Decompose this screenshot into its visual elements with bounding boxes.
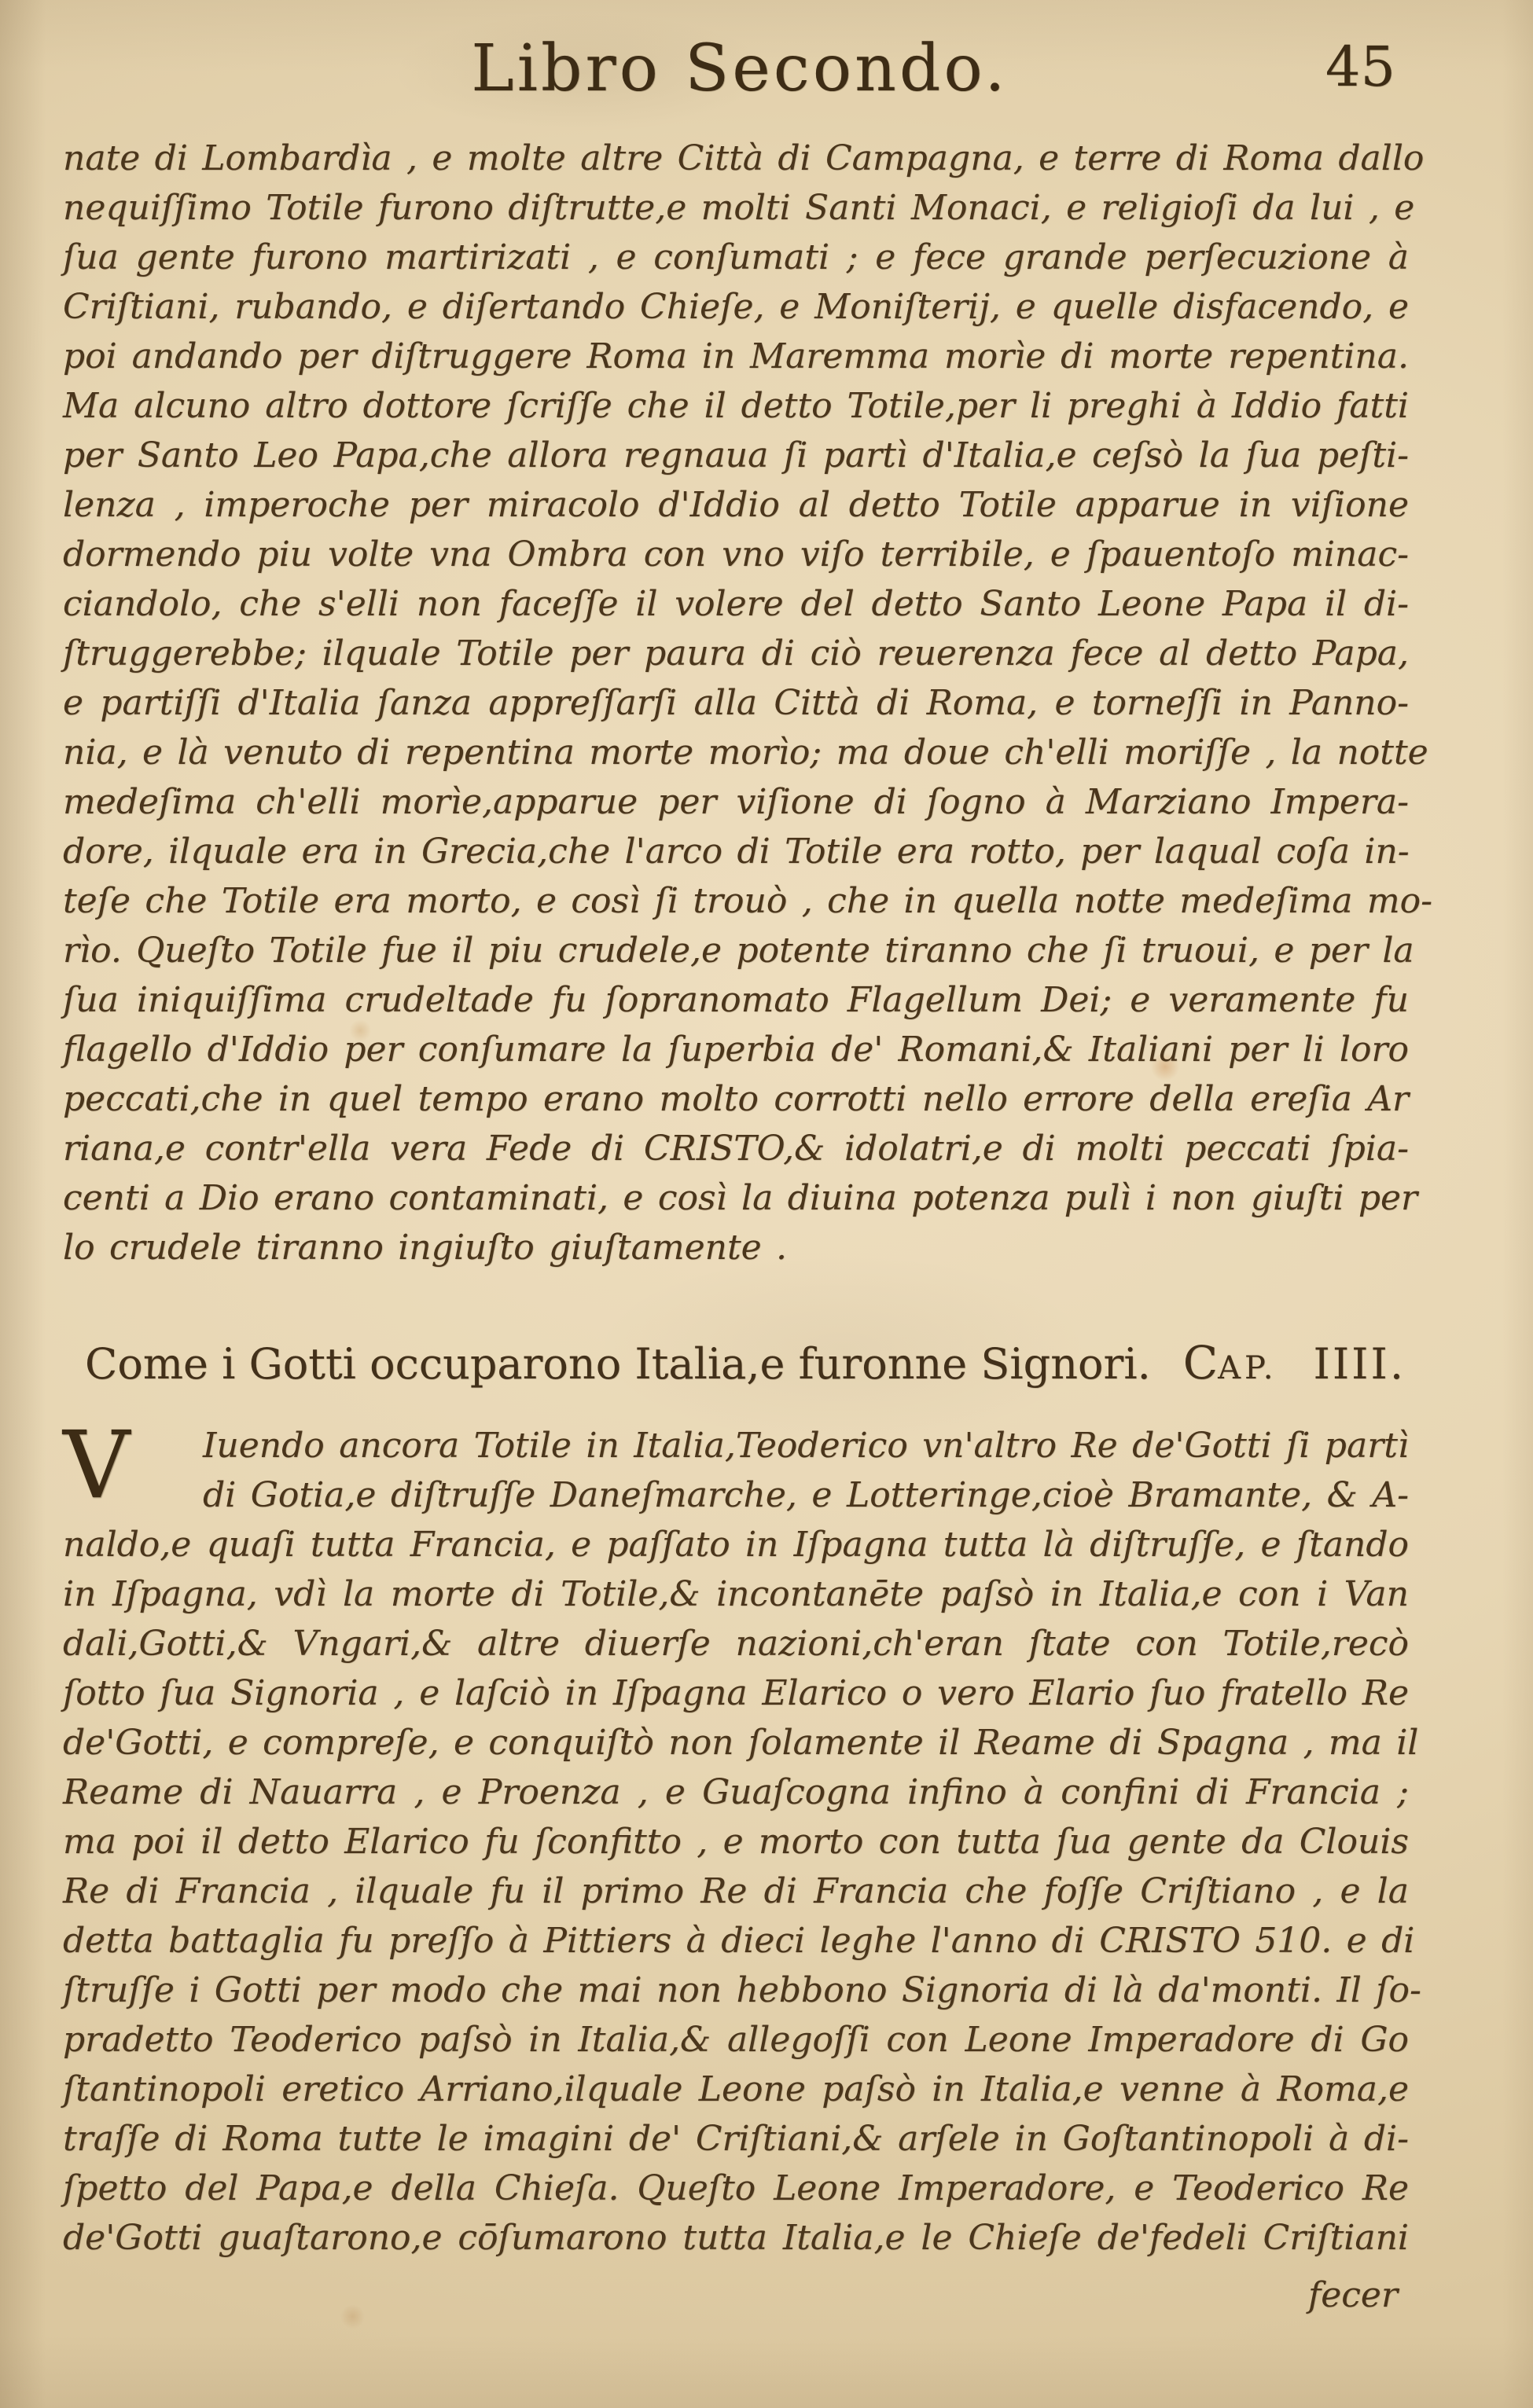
text-line: ſua gente furono martirizati , e conſumati ; e fece grande perſecuzione à (63, 237, 1409, 277)
text-line: rìo. Queſto Totile fue il piu crudele,e potente tiranno che ſi truoui, e per la (63, 931, 1414, 971)
chapter-title: Come i Gotti occuparono Italia,e furonne Signori. (85, 1339, 1151, 1389)
text-line: nate di Lombardìa , e molte altre Città di Campagna, e terre di Roma dallo (63, 138, 1425, 178)
text-line: teſe che Totile era morto, e così ſi trouò , che in quella notte medeſima mo- (63, 881, 1432, 921)
chapter-number: IIII. (1313, 1339, 1406, 1389)
running-title: Libro Secondo. (471, 31, 1009, 106)
text-line: dormendo piu volte vna Ombra con vno viſo terribile, e ſpauentoſo minac- (63, 534, 1409, 574)
text-line: in Iſpagna, vdì la morte di Totile,& incontanēte paſsò in Italia,e con i Van (63, 1574, 1409, 1614)
text-line: e partiſſi d'Italia ſanza appreſſarſi alla Città di Roma, e torneſſi in Panno- (63, 683, 1409, 723)
paragraph-1 (63, 134, 1432, 1272)
paragraph-2 (63, 1411, 1421, 2320)
chapter-heading (63, 1336, 1409, 1389)
text-line: traſſe di Roma tutte le imagini de' Criſtiani,& arſele in Goſtantinopoli à di- (63, 2119, 1409, 2159)
text-line: ſtruſſe i Gotti per modo che mai non hebbono Signoria di là da'monti. Il ſo- (63, 1970, 1421, 2010)
text-line: dali,Gotti,& Vngari,& altre diuerſe nazioni,ch'eran ſtate con Totile,recò (63, 1624, 1409, 1664)
text-line: lenza , imperoche per miracolo d'Iddio al detto Totile apparue in viſione (63, 485, 1409, 525)
text-line: pradetto Teoderico paſsò in Italia,& allegoſſi con Leone Imperadore di Go (63, 2020, 1409, 2060)
chapter-cap-label (1183, 1336, 1406, 1389)
text-line: di Gotia,e diſtruſſe Daneſmarche, e Lotteringe,cioè Bramante, & A- (203, 1475, 1409, 1515)
text-line: ma poi il detto Elarico fu ſconfitto , e morto con tutta ſua gente da Clouis (63, 1822, 1409, 1862)
text-line: centi a Dio erano contaminati, e così la diuina potenza pulì i non giuſti per (63, 1178, 1418, 1218)
page-number: 45 (1325, 35, 1395, 99)
text-line: detta battaglia fu preſſo à Pittiers à dieci leghe l'anno di CRISTO 510. e di (63, 1921, 1415, 1961)
text-line: peccati,che in quel tempo erano molto corrotti nello errore della ereſia Ar (63, 1079, 1409, 1119)
text-line: Iuendo ancora Totile in Italia,Teoderico vn'altro Re de'Gotti ſi partì (203, 1426, 1409, 1466)
text-line: Re di Francia , ilquale fu il primo Re di Francia che foſſe Criſtiano , e la (63, 1871, 1409, 1911)
text-line: medeſima ch'elli morìe,apparue per viſione di ſogno à Marziano Impera- (63, 782, 1409, 822)
text-line: ſpetto del Papa,e della Chieſa. Queſto Leone Imperadore, e Teoderico Re (63, 2168, 1409, 2208)
text-line: ſua iniquiſſima crudeltade fu ſopranomato Flagellum Dei; e veramente fu (63, 980, 1409, 1020)
text-line: lo crudele tiranno ingiuſto giuſtamente . (63, 1228, 788, 1268)
text-line: dore, ilquale era in Grecia,che l'arco di Totile era rotto, per laqual coſa in- (63, 831, 1410, 872)
catchword: fecer (1307, 2275, 1398, 2315)
text-line: ſotto ſua Signoria , e laſciò in Iſpagna Elarico o vero Elario ſuo fratello Re (63, 1673, 1409, 1713)
text-line: Reame di Nauarra , e Proenza , e Guaſcogna infino à confini di Francia ; (63, 1772, 1409, 1812)
text-line: riana,e contr'ella vera Fede di CRISTO,& idolatri,e di molti peccati ſpia- (63, 1129, 1409, 1169)
text-line: ciandolo, che s'elli non faceſſe il volere del detto Santo Leone Papa il di- (63, 584, 1409, 624)
text-line: nia, e là venuto di repentina morte morìo; ma doue ch'elli moriſſe , la notte (63, 732, 1428, 773)
text-line: poi andando per diſtruggere Roma in Maremma morìe di morte repentina. (63, 336, 1409, 376)
text-line: nequiſſimo Totile furono diſtrutte,e molti Santi Monaci, e religioſi da lui , e (63, 188, 1415, 228)
text-line: ſtantinopoli eretico Arriano,ilquale Leone paſsò in Italia,e venne à Roma,e (63, 2069, 1409, 2109)
text-line: naldo,e quaſi tutta Francia, e paſſato in Iſpagna tutta là diſtruſſe, e ſtando (63, 1525, 1409, 1565)
cap-initial: C (1182, 1336, 1219, 1389)
text-line: de'Gotti, e compreſe, e conquiſtò non ſolamente il Reame di Spagna , ma il (63, 1723, 1419, 1763)
text-line: ſtruggerebbe; ilquale Totile per paura di ciò reuerenza fece al detto Papa, (63, 633, 1409, 674)
text-line: flagello d'Iddio per conſumare la ſuperbia de' Romani,& Italiani per li loro (63, 1030, 1409, 1070)
text-line: per Santo Leo Papa,che allora regnaua ſi partì d'Italia,e ceſsò la ſua peſti- (63, 435, 1409, 475)
text-line: Criſtiani, rubando, e diſertando Chieſe, e Moniſterij, e quelle disfacendo, e (63, 287, 1409, 327)
text-line: Ma alcuno altro dottore ſcriſſe che il detto Totile,per li preghi à Iddio fatti (63, 386, 1409, 426)
drop-cap: V (63, 1411, 131, 1519)
text-line: de'Gotti guaſtarono,e cōſumarono tutta Italia,e le Chieſe de'fedeli Criſtiani (63, 2218, 1409, 2258)
cap-rest: AP. (1218, 1350, 1278, 1386)
